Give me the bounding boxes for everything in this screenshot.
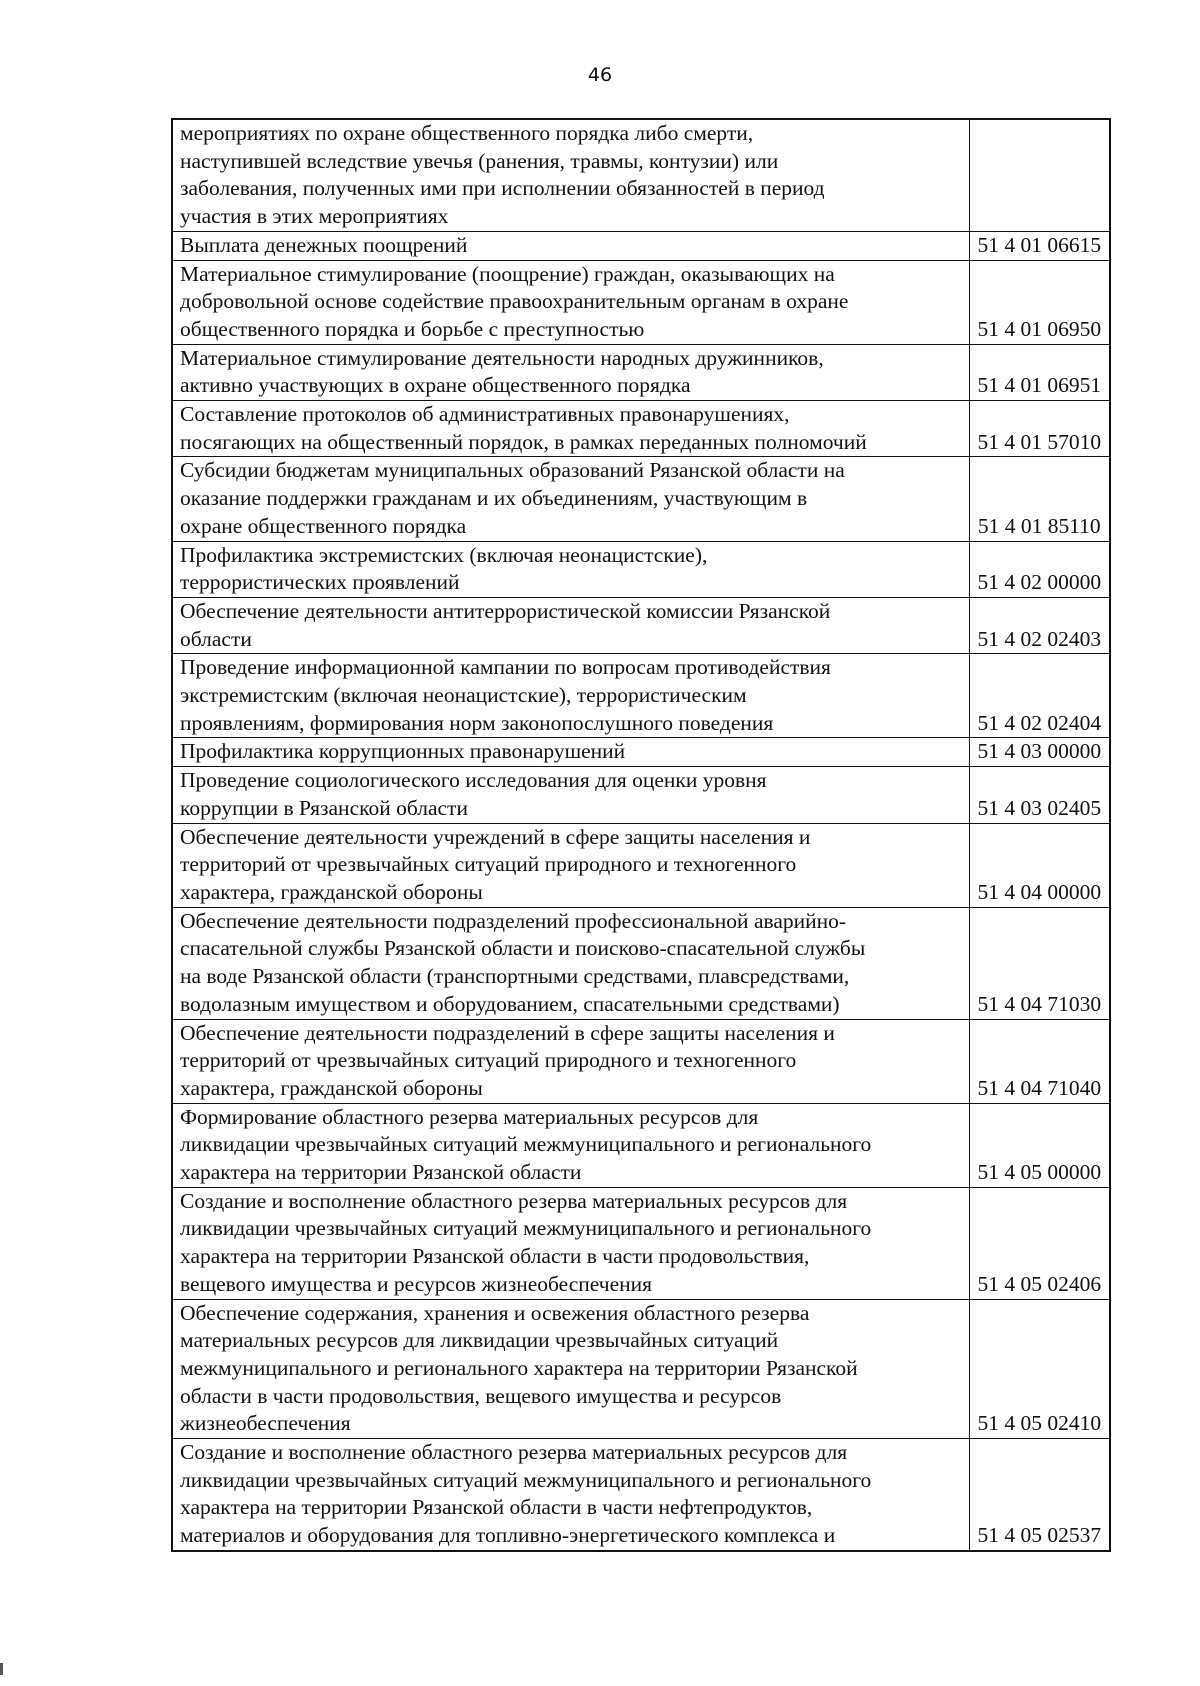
description-line: коррупции в Рязанской области xyxy=(180,795,468,820)
description-line: на воде Рязанской области (транспортными средствами, плавсредствами, xyxy=(180,964,850,989)
row-description xyxy=(172,597,969,653)
table-row xyxy=(172,738,1110,767)
table-row xyxy=(172,457,1110,541)
description-line: Обеспечение деятельности учреждений в сфере защиты населения и xyxy=(180,824,811,849)
description-line: территорий от чрезвычайных ситуаций природного и техногенного xyxy=(180,1048,797,1073)
table-row xyxy=(172,1019,1110,1103)
table-row xyxy=(172,260,1110,344)
description-line: оказание поддержки гражданам и их объединениям, участвующим в xyxy=(180,486,808,511)
description-line: участия в этих мероприятиях xyxy=(180,204,449,229)
row-code xyxy=(969,119,1110,231)
description-line: экстремистским (включая неонацистские), террористическим xyxy=(180,683,747,708)
description-line: характера на территории Рязанской области в части продовольствия, xyxy=(180,1244,810,1269)
description-line: области xyxy=(180,626,252,651)
row-code: 51 4 02 02403 xyxy=(969,597,1110,653)
row-description xyxy=(172,654,969,738)
budget-classification-table xyxy=(171,118,1111,1552)
description-line: Обеспечение деятельности подразделений в сфере защиты населения и xyxy=(180,1020,835,1045)
description-line: Проведение информационной кампании по вопросам противодействия xyxy=(180,655,831,680)
description-line: Выплата денежных поощрений xyxy=(180,232,468,257)
row-code: 51 4 01 06615 xyxy=(969,231,1110,260)
description-line: Составление протоколов об административных правонарушениях, xyxy=(180,402,790,427)
table-row xyxy=(172,119,1110,231)
table-row xyxy=(172,541,1110,597)
row-code: 51 4 03 02405 xyxy=(969,767,1110,823)
table-row xyxy=(172,907,1110,1019)
table-row xyxy=(172,344,1110,400)
description-line: ликвидации чрезвычайных ситуаций межмуниципального и регионального xyxy=(180,1132,872,1157)
description-line: материалов и оборудования для топливно-энергетического комплекса и xyxy=(180,1523,836,1548)
row-description xyxy=(172,344,969,400)
table-row xyxy=(172,1299,1110,1439)
description-line: Субсидии бюджетам муниципальных образований Рязанской области на xyxy=(180,458,845,483)
table-row xyxy=(172,231,1110,260)
description-line: ликвидации чрезвычайных ситуаций межмуниципального и регионального xyxy=(180,1467,872,1492)
row-code: 51 4 02 00000 xyxy=(969,541,1110,597)
description-line: добровольной основе содействие правоохранительным органам в охране xyxy=(180,289,849,314)
table-row xyxy=(172,1103,1110,1187)
description-line: Обеспечение содержания, хранения и освежения областного резерва xyxy=(180,1300,810,1325)
row-code: 51 4 01 85110 xyxy=(969,457,1110,541)
page-number: 46 xyxy=(587,64,613,86)
row-code: 51 4 03 00000 xyxy=(969,738,1110,767)
row-description xyxy=(172,767,969,823)
description-line: спасательной службы Рязанской области и поисково-спасательной службы xyxy=(180,936,866,961)
description-line: Профилактика коррупционных правонарушений xyxy=(180,739,626,764)
description-line: посягающих на общественный порядок, в рамках переданных полномочий xyxy=(180,429,867,454)
description-line: Проведение социологического исследования для оценки уровня xyxy=(180,768,767,793)
row-description xyxy=(172,1299,969,1439)
description-line: характера на территории Рязанской области xyxy=(180,1160,582,1185)
row-code: 51 4 01 06950 xyxy=(969,260,1110,344)
description-line: активно участвующих в охране общественного порядка xyxy=(180,373,691,398)
row-description xyxy=(172,231,969,260)
description-line: вещевого имущества и ресурсов жизнеобеспечения xyxy=(180,1271,653,1296)
description-line: территорий от чрезвычайных ситуаций природного и техногенного xyxy=(180,852,797,877)
row-code: 51 4 04 00000 xyxy=(969,823,1110,907)
row-description xyxy=(172,1103,969,1187)
description-line: материальных ресурсов для ликвидации чрезвычайных ситуаций xyxy=(180,1328,779,1353)
table-row xyxy=(172,654,1110,738)
description-line: Обеспечение деятельности подразделений профессиональной аварийно- xyxy=(180,908,847,933)
description-line: проявлениям, формирования норм законопослушного поведения xyxy=(180,710,774,735)
description-line: Создание и восполнение областного резерва материальных ресурсов для xyxy=(180,1188,848,1213)
row-code: 51 4 05 02537 xyxy=(969,1439,1110,1551)
table-row xyxy=(172,1187,1110,1299)
row-description xyxy=(172,907,969,1019)
table-row xyxy=(172,401,1110,457)
row-description xyxy=(172,1019,969,1103)
description-line: Создание и восполнение областного резерва материальных ресурсов для xyxy=(180,1440,848,1465)
table-row xyxy=(172,767,1110,823)
row-description xyxy=(172,1439,969,1551)
description-line: ликвидации чрезвычайных ситуаций межмуниципального и регионального xyxy=(180,1216,872,1241)
row-description xyxy=(172,1187,969,1299)
description-line: жизнеобеспечения xyxy=(180,1411,351,1436)
row-code: 51 4 05 02406 xyxy=(969,1187,1110,1299)
row-code: 51 4 01 06951 xyxy=(969,344,1110,400)
description-line: Профилактика экстремистских (включая неонацистские), xyxy=(180,542,708,567)
row-description xyxy=(172,119,969,231)
description-line: Материальное стимулирование деятельности народных дружинников, xyxy=(180,345,824,370)
scan-edge-mark xyxy=(0,1663,3,1675)
description-line: наступившей вследствие увечья (ранения, травмы, контузии) или xyxy=(180,148,779,173)
description-line: межмуниципального и регионального характера на территории Рязанской xyxy=(180,1355,858,1380)
row-code: 51 4 02 02404 xyxy=(969,654,1110,738)
row-description xyxy=(172,823,969,907)
table-body xyxy=(172,119,1110,1551)
description-line: водолазным имуществом и оборудованием, спасательными средствами) xyxy=(180,991,840,1016)
description-line: Формирование областного резерва материальных ресурсов для xyxy=(180,1104,759,1129)
row-code: 51 4 04 71030 xyxy=(969,907,1110,1019)
table-row xyxy=(172,597,1110,653)
row-description xyxy=(172,401,969,457)
table-row xyxy=(172,1439,1110,1551)
description-line: мероприятиях по охране общественного порядка либо смерти, xyxy=(180,121,754,145)
row-description xyxy=(172,738,969,767)
table-row xyxy=(172,823,1110,907)
row-description xyxy=(172,541,969,597)
row-code: 51 4 04 71040 xyxy=(969,1019,1110,1103)
description-line: Обеспечение деятельности антитеррористической комиссии Рязанской xyxy=(180,598,831,623)
description-line: области в части продовольствия, вещевого имущества и ресурсов xyxy=(180,1383,782,1408)
description-line: заболевания, полученных ими при исполнении обязанностей в период xyxy=(180,176,825,201)
description-line: характера, гражданской обороны xyxy=(180,1075,483,1100)
description-line: охране общественного порядка xyxy=(180,513,467,538)
row-code: 51 4 01 57010 xyxy=(969,401,1110,457)
row-code: 51 4 05 00000 xyxy=(969,1103,1110,1187)
row-code: 51 4 05 02410 xyxy=(969,1299,1110,1439)
row-description xyxy=(172,457,969,541)
description-line: Материальное стимулирование (поощрение) граждан, оказывающих на xyxy=(180,261,835,286)
description-line: общественного порядка и борьбе с преступностью xyxy=(180,316,645,341)
description-line: характера, гражданской обороны xyxy=(180,879,483,904)
row-description xyxy=(172,260,969,344)
description-line: характера на территории Рязанской области в части нефтепродуктов, xyxy=(180,1495,813,1520)
description-line: террористических проявлений xyxy=(180,570,460,595)
